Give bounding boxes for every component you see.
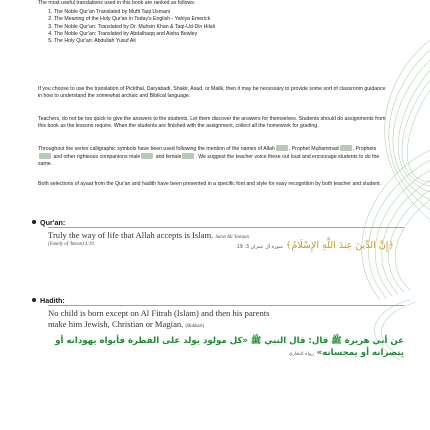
symbols-text: and female [154, 154, 182, 160]
paragraph-symbols [38, 145, 390, 168]
hadith-section [32, 296, 404, 358]
paragraph-translation-guidance: If you choose to use the translation of Pickthal, Daryabadi, Shakir, Asad, or Malik, then it may be necessary to provide some sort of classroom guidance in how to understand the somewhat archaic and Biblical language. [38, 86, 386, 99]
allah-symbol-icon [276, 145, 288, 151]
prophet-muhammad-symbol-icon [340, 145, 352, 151]
hadith-english-line2 [48, 319, 404, 332]
translations-intro: The most useful translations used in this book are ranked as follows: [38, 0, 196, 6]
hadith-heading [32, 296, 402, 305]
hadith-english-line1: No child is born except on Al Fitrah (Islam) and then his parents [48, 308, 270, 318]
quran-section [32, 218, 402, 251]
hadith-english-text: make him Jewish, Christian or Magian. [48, 319, 184, 329]
translation-item: 3. The Noble Qur'an: Translated by Dr. Muhsin Khan & Taqi-Ud-Din Hilali [54, 24, 390, 31]
hadith-arabic-reference: رواه البخاري [288, 352, 314, 357]
translation-item: 5. The Holy Qur'an: Abdullah Yusuf Ali [54, 38, 390, 45]
quran-reference-second: (Family of 'Imran) 3:19 [48, 242, 94, 247]
symbols-text: , Prophet Muhammad [288, 146, 339, 152]
companion-female-symbol-icon [182, 153, 194, 159]
main-content [38, 0, 390, 187]
decorative-swirl-lines [300, 0, 430, 430]
quran-body [48, 227, 404, 251]
quran-arabic [237, 240, 394, 251]
symbols-text: . We suggest the teacher voice these out loud and encourage students to do the same. [38, 154, 380, 167]
symbols-text: , Prophets [352, 146, 377, 152]
symbols-text: and other righteous companions male [52, 154, 141, 160]
translation-item: 2. The Meaning of the Holy Qur'an in Today's English - Yahiya Emerick [54, 16, 390, 23]
translation-item: 1. The Noble Qur'an Translated by Mufti Taqi Usmani [54, 9, 390, 16]
hadith-body [48, 305, 404, 361]
prophets-symbol-icon [39, 153, 51, 159]
quran-english-text: Truly the way of life that Allah accepts is Islam. [48, 230, 214, 240]
paragraph-teachers: Teachers, do not be too quick to give the answers to the students. Let them discover the answers for themselves. Students should do assignments from this book as the lessons require. When the students are finished with the assignment, collect all the homework for grading. [38, 116, 386, 129]
quran-reference: Surat Ali 'Imraan [215, 235, 249, 240]
quran-heading [32, 218, 402, 227]
paragraph-fonts: Both selections of ayaat from the Qur'an and hadith have been presented in a specific font and style for easy recognition by both teacher and student. [38, 181, 382, 187]
hadith-arabic-line2 [48, 347, 404, 361]
hadith-arabic-line1: عن أبي هريرة ﷺ قال: قال النبي ﷺ «كل مولود يولد على الفطرة فأبواه يهودانه أو [55, 336, 404, 346]
bullet-icon [32, 220, 36, 224]
hadith-heading-label: Hadith: [40, 296, 65, 305]
hadith-arabic-text: ينصرانه أو يمجسانه» [316, 348, 404, 358]
companion-male-symbol-icon [141, 153, 153, 159]
quran-heading-label: Qur'an: [40, 218, 66, 227]
translation-item: 4. The Noble Qur'an: Translated by Abdalhaqq and Aisha Bewley [54, 31, 390, 38]
bullet-icon [32, 298, 36, 302]
quran-arabic-reference: سورة آل عمران 3: 19 [236, 245, 283, 250]
hadith-english-reference: (Bukhari) [185, 324, 205, 329]
translations-list [38, 9, 390, 45]
symbols-text: Throughout the series calligraphic symbols have been used following the mention of the names of Allah [38, 146, 275, 152]
quran-arabic-text: ﴿إِنَّ الدِّينَ عِندَ اللَّهِ الإِسْلَامُ﴾ [285, 240, 394, 251]
